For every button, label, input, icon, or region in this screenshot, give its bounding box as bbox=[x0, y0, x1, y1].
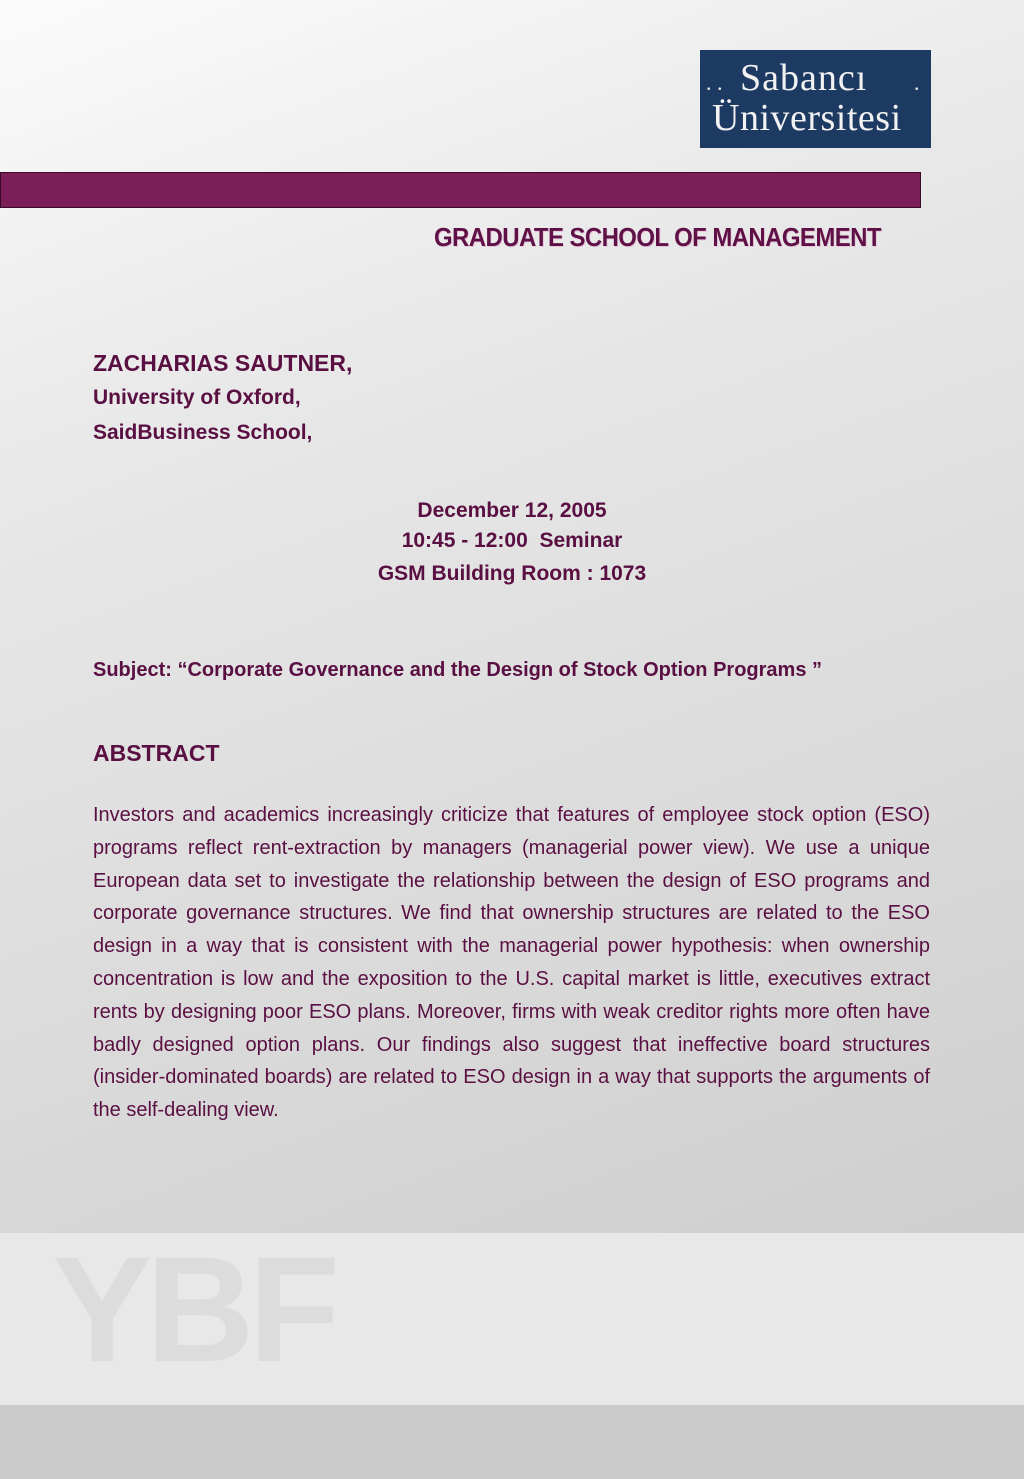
event-location: GSM Building Room : 1073 bbox=[377, 562, 647, 585]
watermark-text: YBF bbox=[52, 1225, 334, 1393]
logo-line-1: Sabancı bbox=[740, 57, 868, 99]
speaker-university: University of Oxford, bbox=[93, 386, 301, 409]
speaker-school: SaidBusiness School, bbox=[93, 421, 313, 444]
seminar-subject: Subject: “Corporate Governance and the Design of Stock Option Programs ” bbox=[93, 659, 823, 681]
event-time: 10:45 - 12:00 Seminar bbox=[401, 529, 623, 552]
abstract-heading: ABSTRACT bbox=[93, 740, 220, 766]
speaker-name: ZACHARIAS SAUTNER, bbox=[93, 350, 353, 376]
abstract-body: Investors and academics increasingly criticize that features of employee stock option (ESO) programs reflect rent-extraction by managers (managerial power view). We use a unique European data set to investigate the relationship between the design of ESO programs and corporate governance structures. We find that ownership structures are related to the ESO design in a way that is consistent with the managerial power hypothesis: when ownership concentration is low and the exposition to the U.S. capital market is little, executives extract rents by designing poor ESO plans. Moreover, firms with weak creditor rights more often have badly designed option plans. Our findings also suggest that ineffective board structures (insider-dominated boards) are related to ESO design in a way that supports the arguments of the self-dealing view. bbox=[93, 804, 930, 1122]
footer-band bbox=[0, 1405, 1024, 1479]
logo-line-2: Üniversitesi bbox=[712, 97, 902, 139]
logo-dot: . . bbox=[706, 70, 723, 95]
event-date: December 12, 2005 bbox=[417, 499, 607, 522]
school-name: GRADUATE SCHOOL OF MANAGEMENT bbox=[434, 222, 881, 252]
logo-dot: . bbox=[914, 70, 920, 95]
header-bar bbox=[0, 172, 921, 208]
university-logo bbox=[700, 50, 931, 148]
